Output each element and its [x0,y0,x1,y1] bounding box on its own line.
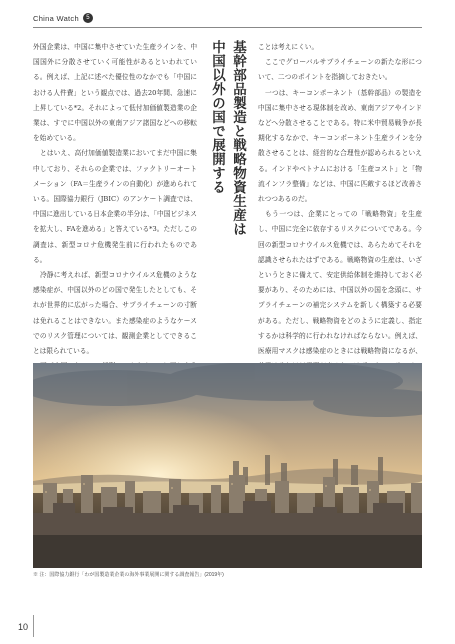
headline-line-1: 基幹部品製造と戦略物資生産は [230,40,246,236]
paragraph: ことは考えにくい。 [258,43,319,51]
paragraph: もう一つは、企業にとっての「戦略物資」を生産し、中国に完全に依存するリスクについてである。今回の新型コロナウイルス危機では、あらためてそれを認識させられたはずである。戦略物資の生産は、いざというときに備えて、安定供給体制を維持しておく必要があり、そのためには、中国以外の国を念頭に、サプライチェーンの補完システムを新しく構築する必要がある。ただし、戦略物資をどのように定義し、指定するかは科学的に行われなければならない。例えば、医療用マスクは感染症のときには戦略物資になるが、 [258,210,422,356]
headline-line-2: 中国以外の国で展開する [209,40,225,194]
header-number-badge: 5 [83,13,93,23]
header-title: China Watch [33,13,79,23]
footer-divider [33,615,34,637]
header-divider [33,27,422,28]
paragraph: 冷静に考えれば、新型コロナウイルス危機のような感染症が、中国以外のどの国で発生したとしても、それが世界的に広がった場合、サプライチェーンの寸断は免れることはできない。また感染症のようなケースでのリスク管理については、観測企業としてできることは限られている。 [33,271,197,356]
page-header [33,10,93,26]
paragraph: ここでグローバルサプライチェーンの新たな形について、二つのポイントを指摘しておきたい。 [258,58,422,82]
paragraph: 一つは、キーコンポーネント（基幹部品）の製造を中国に集中させる現体制を改め、東南アジアやインドなどへ分散させることである。特に米中貿易戦争が長期化するなかで、キーコンポーネント生産ラインを分散させることは、経営的な合理性が認められるといえる。インドやベトナムにおける「生産コスト」と「物流インフラ整備」などは、中国に匹敵するほど改善されつつあるのだ。 [258,88,422,204]
page-number: 10 [18,622,29,632]
paragraph: 外国企業は、中国に集中させていた生産ラインを、中国国外に分散させていく可能性があるといわれている。例えば、上記に述べた優位性のなかでも「中国における人件費」という観点では、過去20年間、急速に上昇している*2。それによって低付加価値製造業の企業は、すでに中国以外の東南アジア諸国などへの移転を始めている。 [33,43,197,143]
paragraph: とはいえ、高付加価値製造業においてまだ中国に集中しており、それらの企業では、ファクトリーオートメーション（FA＝生産ラインの自動化）が進められている。国際協力銀行（JBIC）のアンケート調査では、中国に進出している日本企業の半分は、「中国ビジネスを拡大し、FAを進める」と答えている*3。ただしこの調査は、新型コロナ危機発生前に行われたものである。 [33,149,197,264]
city-skyline-photo [33,363,422,568]
vertical-headline [205,40,249,350]
photo-caption: ※ 注：国際協力銀行「わが国製造業企業の海外事業展開に関する調査報告」(2019年) [33,572,224,578]
